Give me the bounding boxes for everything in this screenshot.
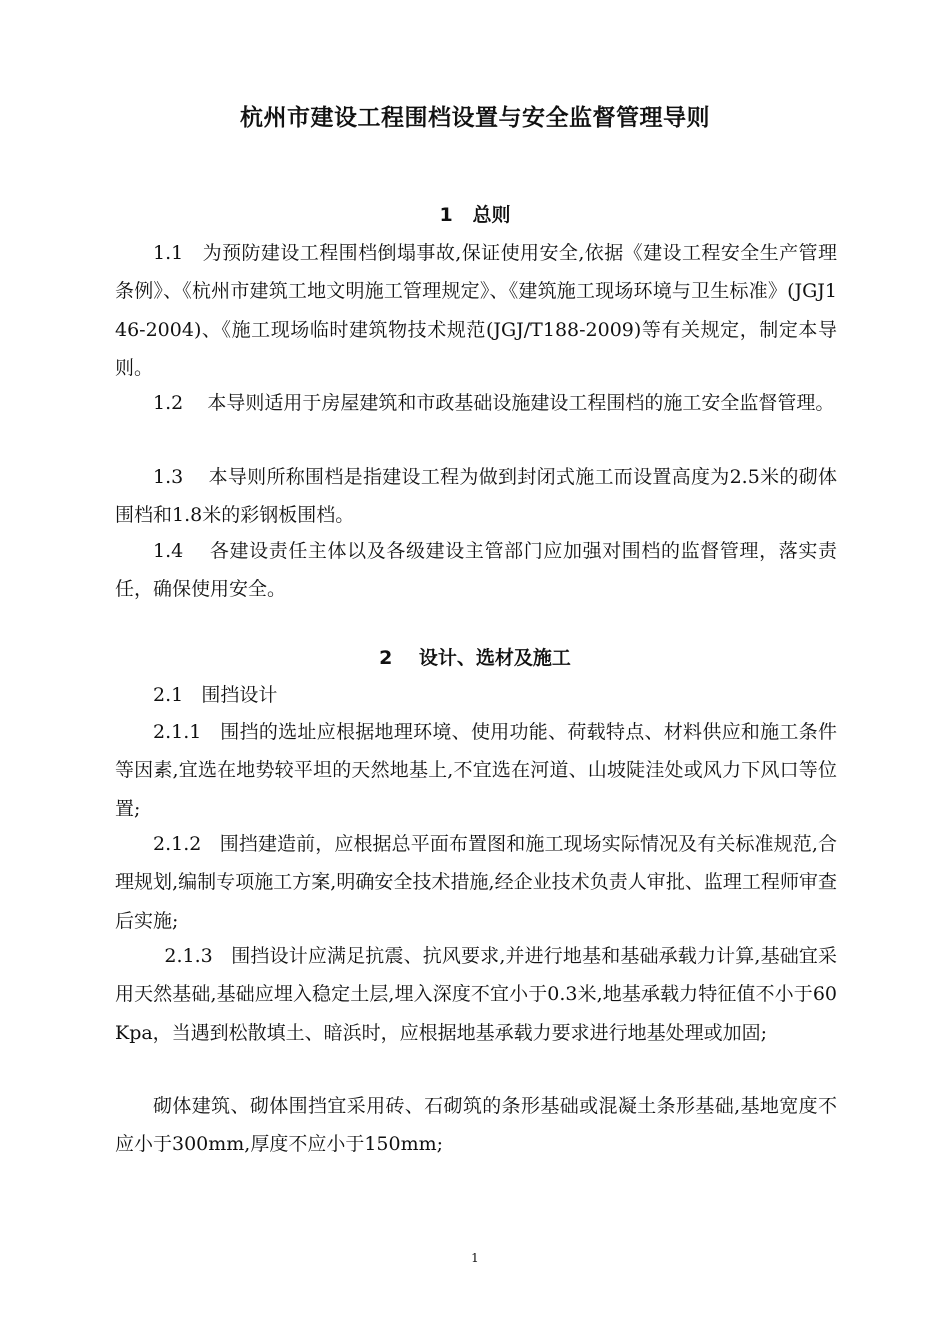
section-heading-design: 2 设计、选材及施工 bbox=[379, 647, 571, 669]
document-title: 杭州市建设工程围档设置与安全监督管理导则 bbox=[240, 105, 710, 131]
section-heading-general: 1 总则 bbox=[439, 204, 511, 226]
clause-1-3: 1.3 本导则所称围档是指建设工程为做到封闭式施工而设置高度为2.5米的砌体围档和1.8米的彩钢板围档。 bbox=[115, 466, 837, 527]
masonry-foundation-paragraph: 砌体建筑、砌体围挡宜采用砖、石砌筑的条形基础或混凝土条形基础,基地宽度不应小于300mm,厚度不应小于150mm; bbox=[115, 1095, 837, 1156]
clause-2-1-1: 2.1.1 围挡的选址应根据地理环境、使用功能、荷载特点、材料供应和施工条件等因素,宜选在地势较平坦的天然地基上,不宜选在河道、山坡陡洼处或风力下风口等位置; bbox=[115, 721, 837, 820]
clause-1-2: 1.2 本导则适用于房屋建筑和市政基础设施建设工程围档的施工安全监督管理。 bbox=[153, 392, 835, 414]
clause-2-1-2: 2.1.2 围挡建造前，应根据总平面布置图和施工现场实际情况及有关标准规范,合理规划,编制专项施工方案,明确安全技术措施,经企业技术负责人审批、监理工程师审查后实施; bbox=[115, 833, 837, 932]
clause-2-1: 2.1 围挡设计 bbox=[153, 684, 278, 706]
page-number: 1 bbox=[471, 1251, 479, 1265]
clause-1-4: 1.4 各建设责任主体以及各级建设主管部门应加强对围档的监督管理，落实责任，确保使用安全。 bbox=[115, 540, 837, 601]
clause-1-1: 1.1 为预防建设工程围档倒塌事故,保证使用安全,依据《建设工程安全生产管理条例》、《杭州市建筑工地文明施工管理规定》、《建筑施工现场环境与卫生标准》(JGJ146-2004)、《施工现场临时建筑物技术规范(JGJ/T188-2009)等有关规定，制定本导则。 bbox=[115, 242, 837, 379]
clause-2-1-3: 2.1.3 围挡设计应满足抗震、抗风要求,并进行地基和基础承载力计算,基础宜采用天然基础,基础应埋入稳定土层,埋入深度不宜小于0.3米,地基承载力特征值不小于60Kpa，当遇到松散填土、暗浜时，应根据地基承载力要求进行地基处理或加固; bbox=[115, 945, 837, 1044]
